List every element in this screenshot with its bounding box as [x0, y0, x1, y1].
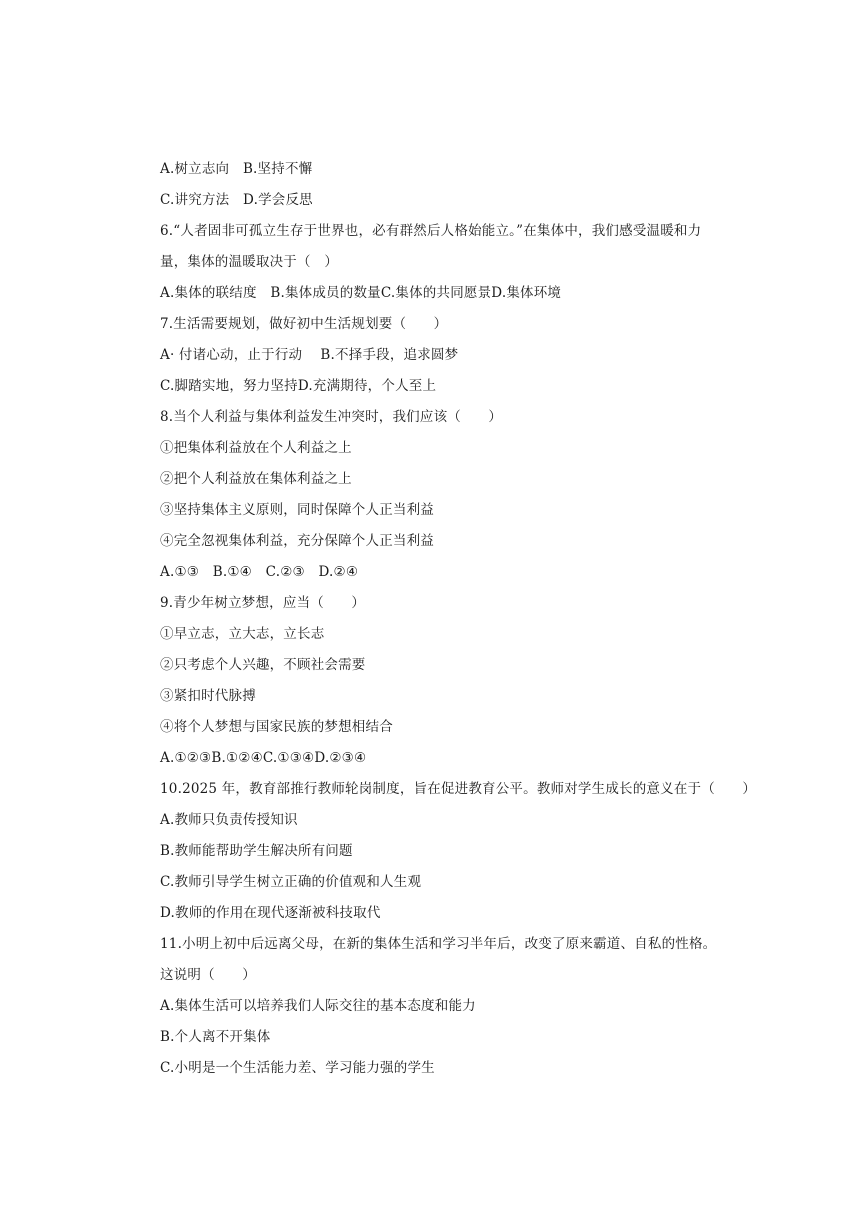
question-9-options: A.①②③B.①②④C.①③④D.②③④	[160, 750, 367, 766]
option-line: C.教师引导学生树立正确的价值观和人生观	[160, 874, 422, 890]
question-7-options-ab: A· 付诸心动，止于行动 B.不择手段，追求圆梦	[160, 347, 459, 363]
option-line: B.个人离不开集体	[160, 1029, 271, 1045]
statement-line: ③紧扣时代脉搏	[160, 688, 256, 704]
statement-line: ②只考虑个人兴趣，不顾社会需要	[160, 657, 366, 673]
question-7-options-cd: C.脚踏实地，努力坚持D.充满期待，个人至上	[160, 378, 437, 394]
option-line: D.教师的作用在现代逐渐被科技取代	[160, 905, 381, 921]
statement-line: ②把个人利益放在集体利益之上	[160, 471, 352, 487]
question-11-line-2: 这说明（ ）	[160, 967, 256, 983]
question-10: 10.2025 年，教育部推行教师轮岗制度，旨在促进教育公平。教师对学生成长的意义在于（ ）	[160, 781, 757, 797]
question-7: 7.生活需要规划，做好初中生活规划要（ ）	[160, 316, 448, 332]
question-6-line-1: 6.“人者固非可孤立生存于世界也，必有群然后人格始能立。”在集体中，我们感受温暖和力	[160, 223, 702, 239]
option-line: C.讲究方法 D.学会反思	[160, 192, 313, 208]
option-line: A.集体生活可以培养我们人际交往的基本态度和能力	[160, 998, 476, 1014]
question-8: 8.当个人利益与集体利益发生冲突时，我们应该（ ）	[160, 409, 503, 425]
statement-line: ④将个人梦想与国家民族的梦想相结合	[160, 719, 393, 735]
statement-line: ④完全忽视集体利益，充分保障个人正当利益	[160, 533, 434, 549]
option-line: B.教师能帮助学生解决所有问题	[160, 843, 353, 859]
question-11-line-1: 11.小明上初中后远离父母，在新的集体生活和学习半年后，改变了原来霸道、自私的性格。	[160, 936, 717, 952]
question-8-options: A.①③ B.①④ C.②③ D.②④	[160, 564, 359, 580]
question-6-line-2: 量，集体的温暖取决于（ ）	[160, 254, 339, 270]
statement-line: ①早立志，立大志，立长志	[160, 626, 325, 642]
option-line: C.小明是一个生活能力差、学习能力强的学生	[160, 1060, 435, 1076]
statement-line: ①把集体利益放在个人利益之上	[160, 440, 352, 456]
question-9: 9.青少年树立梦想，应当（ ）	[160, 595, 366, 611]
question-6-options: A.集体的联结度 B.集体成员的数量C.集体的共同愿景D.集体环境	[160, 285, 562, 301]
option-line: A.树立志向 B.坚持不懈	[160, 161, 313, 177]
statement-line: ③坚持集体主义原则，同时保障个人正当利益	[160, 502, 434, 518]
option-line: A.教师只负责传授知识	[160, 812, 298, 828]
